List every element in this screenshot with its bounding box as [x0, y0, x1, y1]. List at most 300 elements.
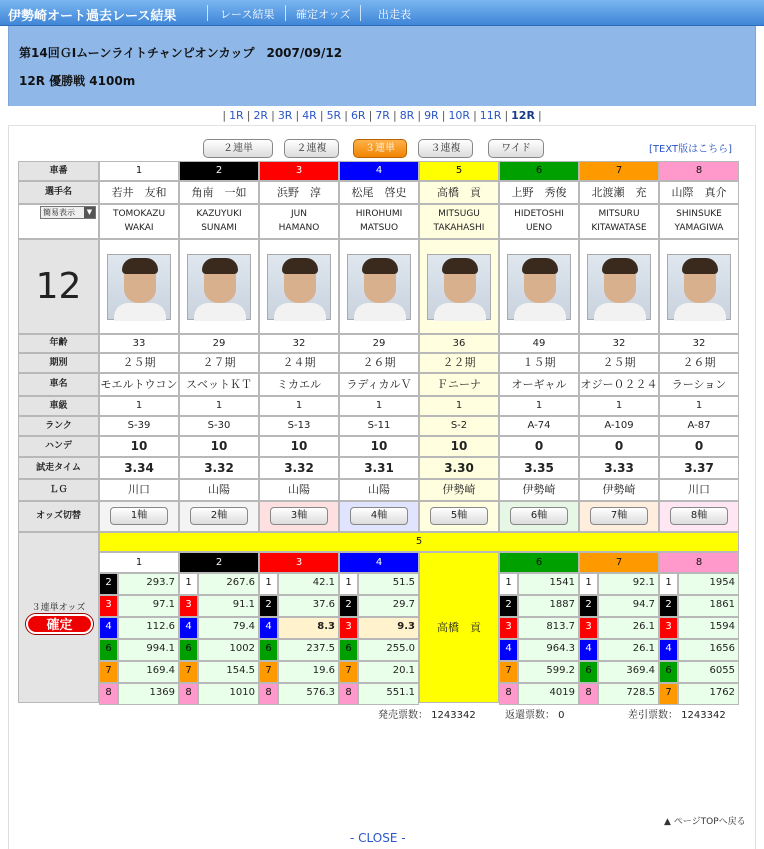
rider-lg: 伊勢崎 — [579, 479, 659, 501]
race-subtitle: 12R 優勝戦 4100m — [19, 74, 136, 88]
view-select-cell — [18, 204, 99, 239]
hair-shape — [682, 258, 718, 274]
confirmed-badge: 確定 — [26, 614, 93, 634]
third-place-number: 1 — [499, 573, 518, 595]
rider-photo-cell — [259, 239, 339, 334]
odds-value: 599.2 — [518, 661, 579, 683]
rider-car-name: Ｆニーナ — [419, 373, 499, 396]
race-number-nav — [8, 106, 756, 126]
third-place-number: 8 — [579, 683, 598, 705]
rider-lg: 山陽 — [339, 479, 419, 501]
odds-value: 4019 — [518, 683, 579, 705]
label-rider-name: 選手名 — [18, 181, 99, 204]
third-place-number: 6 — [579, 661, 598, 683]
label-rank: ランク — [18, 416, 99, 436]
race-title: 第14回ＧⅠムーンライトチャンピオンカップ 2007/09/12 — [19, 46, 343, 60]
odds-value: 1002 — [198, 639, 259, 661]
rider-romaji — [579, 204, 659, 239]
rider-name: 松尾 啓史 — [339, 181, 419, 204]
odds-value: 1010 — [198, 683, 259, 705]
romaji-last: UENO — [525, 223, 553, 233]
car-number-cell: 8 — [659, 161, 739, 181]
odds-value: 19.6 — [278, 661, 339, 683]
rider-class: 1 — [339, 396, 419, 416]
odds-value: 79.4 — [198, 617, 259, 639]
third-place-number: 6 — [339, 639, 358, 661]
axis-button-4[interactable]: 4軸 — [350, 507, 408, 525]
rider-lg: 伊勢崎 — [499, 479, 579, 501]
odds-value: 154.5 — [198, 661, 259, 683]
odds-value: 37.6 — [278, 595, 339, 617]
third-place-number: 3 — [339, 617, 358, 639]
rider-term: １５期 — [499, 353, 579, 373]
axis-button-1[interactable]: 1軸 — [110, 507, 168, 525]
race-link-3R[interactable]: 3R — [277, 109, 293, 122]
second-place-header: 3 — [259, 552, 339, 573]
third-place-number: 2 — [99, 573, 118, 595]
third-place-number: 4 — [259, 617, 278, 639]
car-number-cell: 7 — [579, 161, 659, 181]
view-select[interactable] — [40, 206, 96, 219]
odds-value: 728.5 — [598, 683, 659, 705]
label-odds-switch: オッズ切替 — [18, 501, 99, 532]
rider-age: 32 — [659, 334, 739, 353]
shirt-shape — [514, 303, 566, 321]
third-place-number: 7 — [659, 683, 678, 705]
rider-age: 29 — [339, 334, 419, 353]
shirt-shape — [194, 303, 246, 321]
race-link-4R[interactable]: 4R — [302, 109, 317, 122]
romaji-last: MATSUO — [359, 223, 399, 233]
odds-value: 6055 — [678, 661, 739, 683]
rider-age: 32 — [259, 334, 339, 353]
odds-value: 1762 — [678, 683, 739, 705]
race-header — [8, 26, 756, 106]
rider-romaji — [419, 204, 499, 239]
label-class: 車級 — [18, 396, 99, 416]
rider-photo-cell — [99, 239, 179, 334]
third-place-number: 2 — [259, 595, 278, 617]
race-link-8R[interactable]: 8R — [399, 109, 415, 122]
rider-handicap: 0 — [659, 436, 739, 457]
rider-photo-cell — [659, 239, 739, 334]
rider-romaji — [499, 204, 579, 239]
rider-car-name: モエルトウコン — [99, 373, 179, 396]
rider-name: 浜野 淳 — [259, 181, 339, 204]
third-place-number: 7 — [99, 661, 118, 683]
nav-separator — [360, 5, 361, 21]
rider-trial: 3.32 — [259, 457, 339, 479]
car-number-cell: 3 — [259, 161, 339, 181]
rider-romaji — [179, 204, 259, 239]
rider-age: 33 — [99, 334, 179, 353]
third-place-number: 3 — [579, 617, 598, 639]
close-link[interactable]: - CLOSE - — [350, 831, 406, 845]
third-place-number: 6 — [259, 639, 278, 661]
shirt-shape — [674, 303, 726, 321]
rider-age: 32 — [579, 334, 659, 353]
rider-trial: 3.37 — [659, 457, 739, 479]
first-place-bar: 5 — [99, 532, 739, 552]
net-count: 差引票数： 1243342 — [628, 710, 726, 721]
race-nav-separator: | — [368, 109, 373, 122]
race-number: 12 — [18, 239, 99, 334]
third-place-number: 1 — [659, 573, 678, 595]
shirt-shape — [434, 303, 486, 321]
odds-value: 26.1 — [598, 617, 659, 639]
odds-value: 237.5 — [278, 639, 339, 661]
odds-value: 8.3 — [278, 617, 339, 639]
third-place-number: 7 — [499, 661, 518, 683]
rider-name: 北渡瀬 充 — [579, 181, 659, 204]
rider-term: ２６期 — [339, 353, 419, 373]
hair-shape — [202, 258, 238, 274]
rider-lg: 伊勢崎 — [419, 479, 499, 501]
race-nav-separator: | — [392, 109, 397, 122]
rider-term: ２２期 — [419, 353, 499, 373]
rider-handicap: 0 — [579, 436, 659, 457]
rider-car-name: ミカエル — [259, 373, 339, 396]
shirt-shape — [274, 303, 326, 321]
odds-value: 94.7 — [598, 595, 659, 617]
romaji-first: JUN — [291, 209, 307, 219]
rider-class: 1 — [579, 396, 659, 416]
second-place-header: 4 — [339, 552, 419, 573]
hair-shape — [522, 258, 558, 274]
romaji-first: SHINSUKE — [676, 209, 722, 219]
site-title: 伊勢崎オート過去レース結果 — [8, 9, 177, 24]
rider-handicap: 0 — [499, 436, 579, 457]
hair-shape — [122, 258, 158, 274]
race-link-7R[interactable]: 7R — [375, 109, 390, 122]
rider-lg: 川口 — [99, 479, 179, 501]
race-link-11R[interactable]: 11R — [479, 109, 502, 122]
hair-shape — [362, 258, 398, 274]
rider-rank: S-2 — [419, 416, 499, 436]
rider-photo — [667, 254, 731, 320]
rider-rank: S-13 — [259, 416, 339, 436]
second-place-header: 7 — [579, 552, 659, 573]
third-place-number: 6 — [659, 661, 678, 683]
first-place-name: 高橋 貢 — [419, 552, 499, 703]
race-link-9R[interactable]: 9R — [424, 109, 439, 122]
rider-trial: 3.31 — [339, 457, 419, 479]
rider-photo-cell — [339, 239, 419, 334]
shirt-shape — [114, 303, 166, 321]
second-place-header: 8 — [659, 552, 739, 573]
third-place-number: 3 — [499, 617, 518, 639]
third-place-number: 7 — [179, 661, 198, 683]
race-nav-separator: | — [246, 109, 251, 122]
third-place-number: 6 — [99, 639, 118, 661]
rider-rank: S-39 — [99, 416, 179, 436]
rider-name: 若井 友和 — [99, 181, 179, 204]
rider-photo — [267, 254, 331, 320]
rider-name: 角南 一如 — [179, 181, 259, 204]
shirt-shape — [594, 303, 646, 321]
text-version-link[interactable]: [TEXT版はこちら] — [649, 144, 733, 155]
third-place-number: 3 — [179, 595, 198, 617]
third-place-number: 2 — [499, 595, 518, 617]
rider-term: ２７期 — [179, 353, 259, 373]
label-age: 年齢 — [18, 334, 99, 353]
rider-photo-cell — [179, 239, 259, 334]
axis-button-6[interactable]: 6軸 — [510, 507, 568, 525]
odds-value: 1954 — [678, 573, 739, 595]
odds-value: 964.3 — [518, 639, 579, 661]
sold-count: 発売票数： 1243342 — [378, 710, 476, 721]
romaji-last: SUNAMI — [201, 223, 237, 233]
rider-romaji — [659, 204, 739, 239]
race-link-1R[interactable]: 1R — [229, 109, 244, 122]
axis-button-2[interactable]: 2軸 — [190, 507, 248, 525]
odds-title: ３連単オッズ — [31, 603, 86, 613]
odds-value: 369.4 — [598, 661, 659, 683]
rider-photo — [347, 254, 411, 320]
hair-shape — [442, 258, 478, 274]
odds-value: 169.4 — [118, 661, 179, 683]
race-nav-separator: | — [222, 109, 227, 122]
rider-age: 29 — [179, 334, 259, 353]
rider-photo — [507, 254, 571, 320]
rider-class: 1 — [499, 396, 579, 416]
race-link-6R[interactable]: 6R — [350, 109, 366, 122]
third-place-number: 1 — [579, 573, 598, 595]
nav-race-results[interactable]: レース結果 — [220, 8, 275, 21]
rider-handicap: 10 — [259, 436, 339, 457]
odds-value: 1887 — [518, 595, 579, 617]
race-nav-separator: | — [271, 109, 275, 122]
second-place-header: 6 — [499, 552, 579, 573]
page-top-link[interactable]: ▲ ページTOPへ戻る — [664, 817, 746, 827]
odds-value: 1594 — [678, 617, 739, 639]
nav-separator — [207, 5, 208, 21]
race-nav-separator: | — [504, 109, 509, 122]
odds-value: 91.1 — [198, 595, 259, 617]
romaji-last: YAMAGIWA — [674, 223, 724, 233]
rider-car-name: スベットＫＴ — [179, 373, 259, 396]
rider-photo-cell — [499, 239, 579, 334]
rider-term: ２６期 — [659, 353, 739, 373]
odds-value: 293.7 — [118, 573, 179, 595]
rider-trial: 3.30 — [419, 457, 499, 479]
romaji-last: KITAWATASE — [591, 223, 647, 233]
second-place-header: 1 — [99, 552, 179, 573]
rider-name: 上野 秀俊 — [499, 181, 579, 204]
third-place-number: 7 — [259, 661, 278, 683]
romaji-first: MITSUGU — [438, 209, 480, 219]
rider-car-name: オジー０２２４ — [579, 373, 659, 396]
label-lg: ＬＧ — [18, 479, 99, 501]
odds-value: 994.1 — [118, 639, 179, 661]
bet-tab-5[interactable]: ワイド — [488, 139, 544, 158]
car-number-cell: 1 — [99, 161, 179, 181]
third-place-number: 8 — [499, 683, 518, 705]
odds-value: 112.6 — [118, 617, 179, 639]
third-place-number: 8 — [179, 683, 198, 705]
odds-value: 42.1 — [278, 573, 339, 595]
odds-value: 97.1 — [118, 595, 179, 617]
rider-name: 山際 真介 — [659, 181, 739, 204]
odds-value: 1541 — [518, 573, 579, 595]
romaji-last: WAKAI — [124, 223, 154, 233]
odds-value: 1861 — [678, 595, 739, 617]
rider-handicap: 10 — [179, 436, 259, 457]
rider-term: ２５期 — [99, 353, 179, 373]
race-link-2R[interactable]: 2R — [253, 109, 269, 122]
rider-romaji — [99, 204, 179, 239]
third-place-number: 8 — [259, 683, 278, 705]
nav-confirmed-odds[interactable]: 確定オッズ — [296, 8, 351, 21]
axis-button-3[interactable]: 3軸 — [270, 507, 328, 525]
race-nav-separator: | — [319, 109, 324, 122]
chevron-down-icon: ▼ — [84, 207, 95, 218]
race-nav-separator: | — [473, 109, 477, 122]
odds-value: 576.3 — [278, 683, 339, 705]
axis-button-7[interactable]: 7軸 — [590, 507, 648, 525]
rider-rank: A-109 — [579, 416, 659, 436]
rider-car-name: オーギャル — [499, 373, 579, 396]
rider-trial: 3.34 — [99, 457, 179, 479]
rider-trial: 3.33 — [579, 457, 659, 479]
label-car-name: 車名 — [18, 373, 99, 396]
rider-class: 1 — [99, 396, 179, 416]
odds-value: 551.1 — [358, 683, 419, 705]
third-place-number: 4 — [179, 617, 198, 639]
romaji-first: MITSURU — [598, 209, 640, 219]
race-nav-separator: | — [344, 109, 348, 122]
odds-value: 267.6 — [198, 573, 259, 595]
axis-button-5[interactable]: 5軸 — [430, 507, 488, 525]
rider-rank: A-74 — [499, 416, 579, 436]
third-place-number: 4 — [659, 639, 678, 661]
rider-lg: 川口 — [659, 479, 739, 501]
bet-tab-1[interactable]: ２連単 — [203, 139, 273, 158]
rider-trial: 3.35 — [499, 457, 579, 479]
nav-entry-list[interactable]: 出走表 — [378, 8, 411, 21]
rider-class: 1 — [259, 396, 339, 416]
rider-lg: 山陽 — [179, 479, 259, 501]
romaji-last: TAKAHASHI — [433, 223, 485, 233]
rider-rank: S-11 — [339, 416, 419, 436]
rider-name: 高橋 貢 — [419, 181, 499, 204]
third-place-number: 1 — [179, 573, 198, 595]
race-nav-separator: | — [417, 109, 422, 122]
rider-handicap: 10 — [419, 436, 499, 457]
third-place-number: 4 — [99, 617, 118, 639]
nav-separator — [285, 5, 286, 21]
label-term: 期別 — [18, 353, 99, 373]
site-header — [0, 0, 764, 26]
third-place-number: 2 — [339, 595, 358, 617]
odds-label-block — [18, 532, 99, 703]
third-place-number: 1 — [339, 573, 358, 595]
odds-value: 92.1 — [598, 573, 659, 595]
rider-car-name: ラーション — [659, 373, 739, 396]
axis-button-8[interactable]: 8軸 — [670, 507, 728, 525]
rider-class: 1 — [179, 396, 259, 416]
romaji-first: KAZUYUKI — [196, 209, 242, 219]
romaji-first: TOMOKAZU — [112, 209, 166, 219]
odds-value: 813.7 — [518, 617, 579, 639]
rider-photo — [427, 254, 491, 320]
odds-value: 9.3 — [358, 617, 419, 639]
third-place-number: 4 — [579, 639, 598, 661]
rider-term: ２５期 — [579, 353, 659, 373]
third-place-number: 6 — [179, 639, 198, 661]
rider-rank: S-30 — [179, 416, 259, 436]
rider-photo — [187, 254, 251, 320]
romaji-last: HAMANO — [278, 223, 320, 233]
rider-car-name: ラディカルＶ — [339, 373, 419, 396]
rider-photo-cell — [579, 239, 659, 334]
third-place-number: 8 — [99, 683, 118, 705]
odds-value: 26.1 — [598, 639, 659, 661]
rider-romaji — [259, 204, 339, 239]
odds-value: 255.0 — [358, 639, 419, 661]
label-trial: 試走タイム — [18, 457, 99, 479]
rider-trial: 3.32 — [179, 457, 259, 479]
rider-rank: A-87 — [659, 416, 739, 436]
odds-value: 1369 — [118, 683, 179, 705]
up-arrow-icon: ▲ — [664, 817, 671, 827]
race-nav-separator: | — [537, 109, 542, 122]
rider-term: ２４期 — [259, 353, 339, 373]
label-car-number: 車番 — [18, 161, 99, 181]
rider-lg: 山陽 — [259, 479, 339, 501]
car-number-cell: 4 — [339, 161, 419, 181]
rider-romaji — [339, 204, 419, 239]
car-number-cell: 5 — [419, 161, 499, 181]
third-place-number: 3 — [659, 617, 678, 639]
bet-tab-4[interactable]: ３連複 — [418, 139, 473, 158]
odds-value: 29.7 — [358, 595, 419, 617]
third-place-number: 8 — [339, 683, 358, 705]
rider-photo — [107, 254, 171, 320]
third-place-number: 4 — [499, 639, 518, 661]
third-place-number: 2 — [579, 595, 598, 617]
race-link-5R[interactable]: 5R — [326, 109, 342, 122]
romaji-first: HIDETOSHI — [514, 209, 564, 219]
rider-handicap: 10 — [99, 436, 179, 457]
rider-class: 1 — [659, 396, 739, 416]
car-number-cell: 6 — [499, 161, 579, 181]
rider-handicap: 10 — [339, 436, 419, 457]
rider-photo-cell — [419, 239, 499, 334]
rider-age: 36 — [419, 334, 499, 353]
odds-value: 51.5 — [358, 573, 419, 595]
rider-photo — [587, 254, 651, 320]
car-number-cell: 2 — [179, 161, 259, 181]
hair-shape — [282, 258, 318, 274]
view-select-value: 簡易表示 — [43, 208, 75, 217]
rider-age: 49 — [499, 334, 579, 353]
third-place-number: 7 — [339, 661, 358, 683]
third-place-number: 2 — [659, 595, 678, 617]
label-handicap: ハンデ — [18, 436, 99, 457]
race-nav-separator: | — [441, 109, 446, 122]
second-place-header: 2 — [179, 552, 259, 573]
odds-value: 1656 — [678, 639, 739, 661]
odds-value: 20.1 — [358, 661, 419, 683]
bet-tab-2[interactable]: ２連複 — [284, 139, 339, 158]
race-link-12R[interactable]: 12R — [511, 109, 535, 122]
refund-count: 返還票数： 0 — [505, 710, 565, 721]
romaji-first: HIROHUMI — [355, 209, 403, 219]
bet-tab-3[interactable]: ３連単 — [353, 139, 407, 158]
hair-shape — [602, 258, 638, 274]
race-link-10R[interactable]: 10R — [448, 109, 471, 122]
